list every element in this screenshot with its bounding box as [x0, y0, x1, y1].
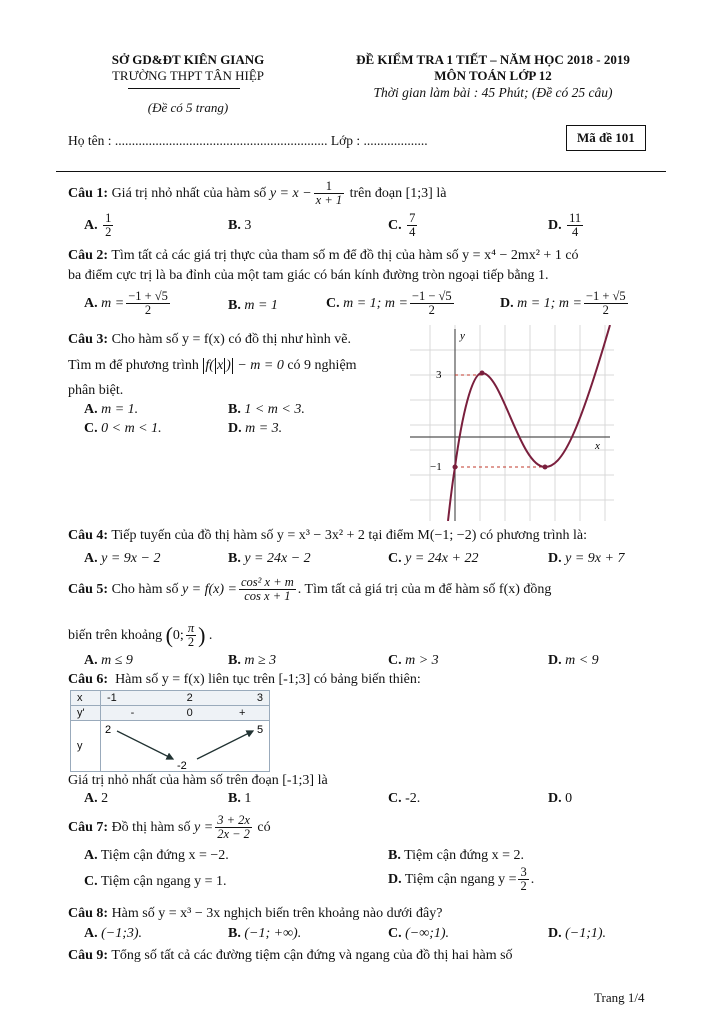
pages-note: (Đề có 5 trang): [147, 100, 229, 115]
vt-val-right: 5: [257, 724, 264, 736]
q-text: trên đoạn [1;3] là: [349, 185, 447, 201]
q1-option-d[interactable]: D. $\frac{11}{4}$: [548, 211, 582, 240]
variation-table: [70, 690, 270, 772]
page-number: Trang 1/4: [594, 990, 645, 1005]
q8-option-a[interactable]: A. (−1;3).: [84, 926, 143, 941]
q1-option-c[interactable]: C. $\frac{7}{4}$: [388, 211, 416, 240]
question-2-line2: ba điểm cực trị là ba đỉnh của một tam giác có bán kính đường tròn ngoại tiếp bằng 1.: [68, 268, 549, 283]
q4-option-a[interactable]: A. y = 9x − 2: [84, 551, 161, 566]
q2-option-a[interactable]: A. m = $\frac{-1 + √5}{2}$: [84, 289, 168, 318]
vt-x-2: 2: [164, 691, 216, 706]
question-6: Câu 6: Hàm số y = f(x) liên tục trên [-1;3] có bảng biến thiên:: [68, 672, 421, 687]
tick-minus-1: −1: [430, 461, 442, 473]
point-min: [543, 465, 548, 470]
q1-option-a[interactable]: A. $\frac{1}{2}$: [84, 211, 112, 240]
q3-option-c[interactable]: C. 0 < m < 1.: [84, 421, 162, 436]
q3-option-b[interactable]: B. 1 < m < 3.: [228, 402, 305, 417]
q4-option-d[interactable]: D. y = 9x + 7: [548, 551, 625, 566]
x-axis-label: x: [595, 440, 600, 452]
vt-x-label: x: [71, 691, 101, 706]
subject: MÔN TOÁN LỚP 12: [434, 68, 552, 83]
question-3: Câu 3: Cho hàm số y = f(x) có đồ thị như hình vẽ.: [68, 332, 352, 347]
tick-3: 3: [436, 369, 442, 381]
q1-option-b[interactable]: B. 3: [228, 218, 252, 233]
question-5-line2: biến trên khoảng (0; $\frac{\pi}{2}$ ) .: [68, 621, 213, 650]
question-3-line2: Tìm m để phương trình f( x ) − m = 0 có 9 nghiệm: [68, 358, 357, 374]
vt-y-label: y: [71, 721, 101, 772]
question-6-after: Giá trị nhỏ nhất của hàm số trên đoạn [-1;3] là: [68, 773, 328, 788]
q7-option-d[interactable]: D. Tiệm cận ngang y = $\frac{3}{2}$ .: [388, 865, 535, 894]
question-3-line3: phân biệt.: [68, 383, 124, 398]
vt-x-3: 3: [216, 691, 270, 706]
dept-name: SỞ GD&ĐT KIÊN GIANG: [111, 52, 265, 67]
header-divider: [128, 88, 240, 89]
q8-option-d[interactable]: D. (−1;1).: [548, 926, 607, 941]
q6-option-c[interactable]: C. -2.: [388, 791, 421, 806]
q7-option-b[interactable]: B. Tiệm cận đứng x = 2.: [388, 848, 525, 863]
question-2: Câu 2: Tìm tất cả các giá trị thực của tham số m để đồ thị của hàm số y = x⁴ − 2mx² + 1 có: [68, 248, 579, 263]
q3-option-a[interactable]: A. m = 1.: [84, 402, 139, 417]
header-rule: [56, 171, 666, 172]
question-8: Câu 8: Hàm số y = x³ − 3x nghịch biến trên khoảng nào dưới đây?: [68, 906, 443, 921]
q8-option-b[interactable]: B. (−1; +∞).: [228, 926, 302, 941]
time-note: Thời gian làm bài : 45 Phút; (Đề có 25 câu): [373, 85, 613, 100]
q4-option-c[interactable]: C. y = 24x + 22: [388, 551, 479, 566]
q5-option-a[interactable]: A. m ≤ 9: [84, 653, 133, 668]
curve: [448, 325, 610, 521]
q5-option-d[interactable]: D. m < 9: [548, 653, 599, 668]
question-9: Câu 9: Tổng số tất cả các đường tiệm cận đứng và ngang của đồ thị hai hàm số: [68, 948, 513, 963]
q2-option-b[interactable]: B. m = 1: [228, 298, 278, 313]
y-axis-label: y: [460, 330, 465, 342]
q8-option-c[interactable]: C. (−∞;1).: [388, 926, 450, 941]
q5-option-b[interactable]: B. m ≥ 3: [228, 653, 277, 668]
q2-option-c[interactable]: C. m = 1; m = $\frac{-1 - √5}{2}$: [326, 289, 452, 318]
q6-option-b[interactable]: B. 1: [228, 791, 252, 806]
vt-y-row: [101, 721, 270, 772]
q6-option-a[interactable]: A. 2: [84, 791, 109, 806]
q-text: Giá trị nhỏ nhất của hàm số: [111, 185, 267, 201]
school-name: TRƯỜNG THPT TÂN HIỆP: [111, 68, 264, 83]
q3-option-d[interactable]: D. m = 3.: [228, 421, 283, 436]
question-5: Câu 5: Cho hàm số y = f(x) = $\frac{\text{cos² x + m}}{\text{cos x + 1}}$ . Tìm tất cả giá trị của m để hàm số f(x) đồng: [68, 575, 552, 604]
exam-code-box: Mã đề 101: [566, 125, 646, 151]
question-4: Câu 4: Tiếp tuyến của đồ thị hàm số y = x³ − 3x² + 2 tại điểm M(−1; −2) có phương trình là:: [68, 528, 587, 543]
vt-yp-2: 0: [164, 706, 216, 721]
point-max: [480, 371, 485, 376]
q-label: Câu 1:: [68, 185, 109, 201]
q7-option-c[interactable]: C. Tiệm cận ngang y = 1.: [84, 874, 227, 889]
q7-option-a[interactable]: A. Tiệm cận đứng x = −2.: [84, 848, 229, 863]
q4-option-b[interactable]: B. y = 24x − 2: [228, 551, 311, 566]
vt-x-1: -1: [101, 691, 164, 706]
vt-yp-1: -: [101, 706, 164, 721]
q2-option-d[interactable]: D. m = 1; m = $\frac{-1 + √5}{2}$: [500, 289, 626, 318]
vt-arrows: [101, 721, 269, 771]
point-intercept: [453, 465, 458, 470]
name-class-field[interactable]: Họ tên : ............................................................... Lớp : ...................: [68, 133, 428, 148]
vt-val-mid: -2: [177, 760, 187, 771]
q5-option-c[interactable]: C. m > 3: [388, 653, 439, 668]
function-graph: [410, 325, 614, 521]
vt-yp-3: +: [216, 706, 270, 721]
question-7: Câu 7: Đồ thị hàm số y = $\frac{3 + 2x}{2x - 2}$ có: [68, 813, 271, 842]
q6-option-d[interactable]: D. 0: [548, 791, 573, 806]
vt-val-left: 2: [105, 724, 112, 736]
vt-yp-label: y': [71, 706, 101, 721]
question-1: Câu 1: Giá trị nhỏ nhất của hàm số y = x − $\frac{1}{x + 1}$ trên đoạn [1;3] là: [68, 179, 447, 208]
exam-title: ĐỀ KIỂM TRA 1 TIẾT – NĂM HỌC 2018 - 2019: [356, 52, 630, 67]
